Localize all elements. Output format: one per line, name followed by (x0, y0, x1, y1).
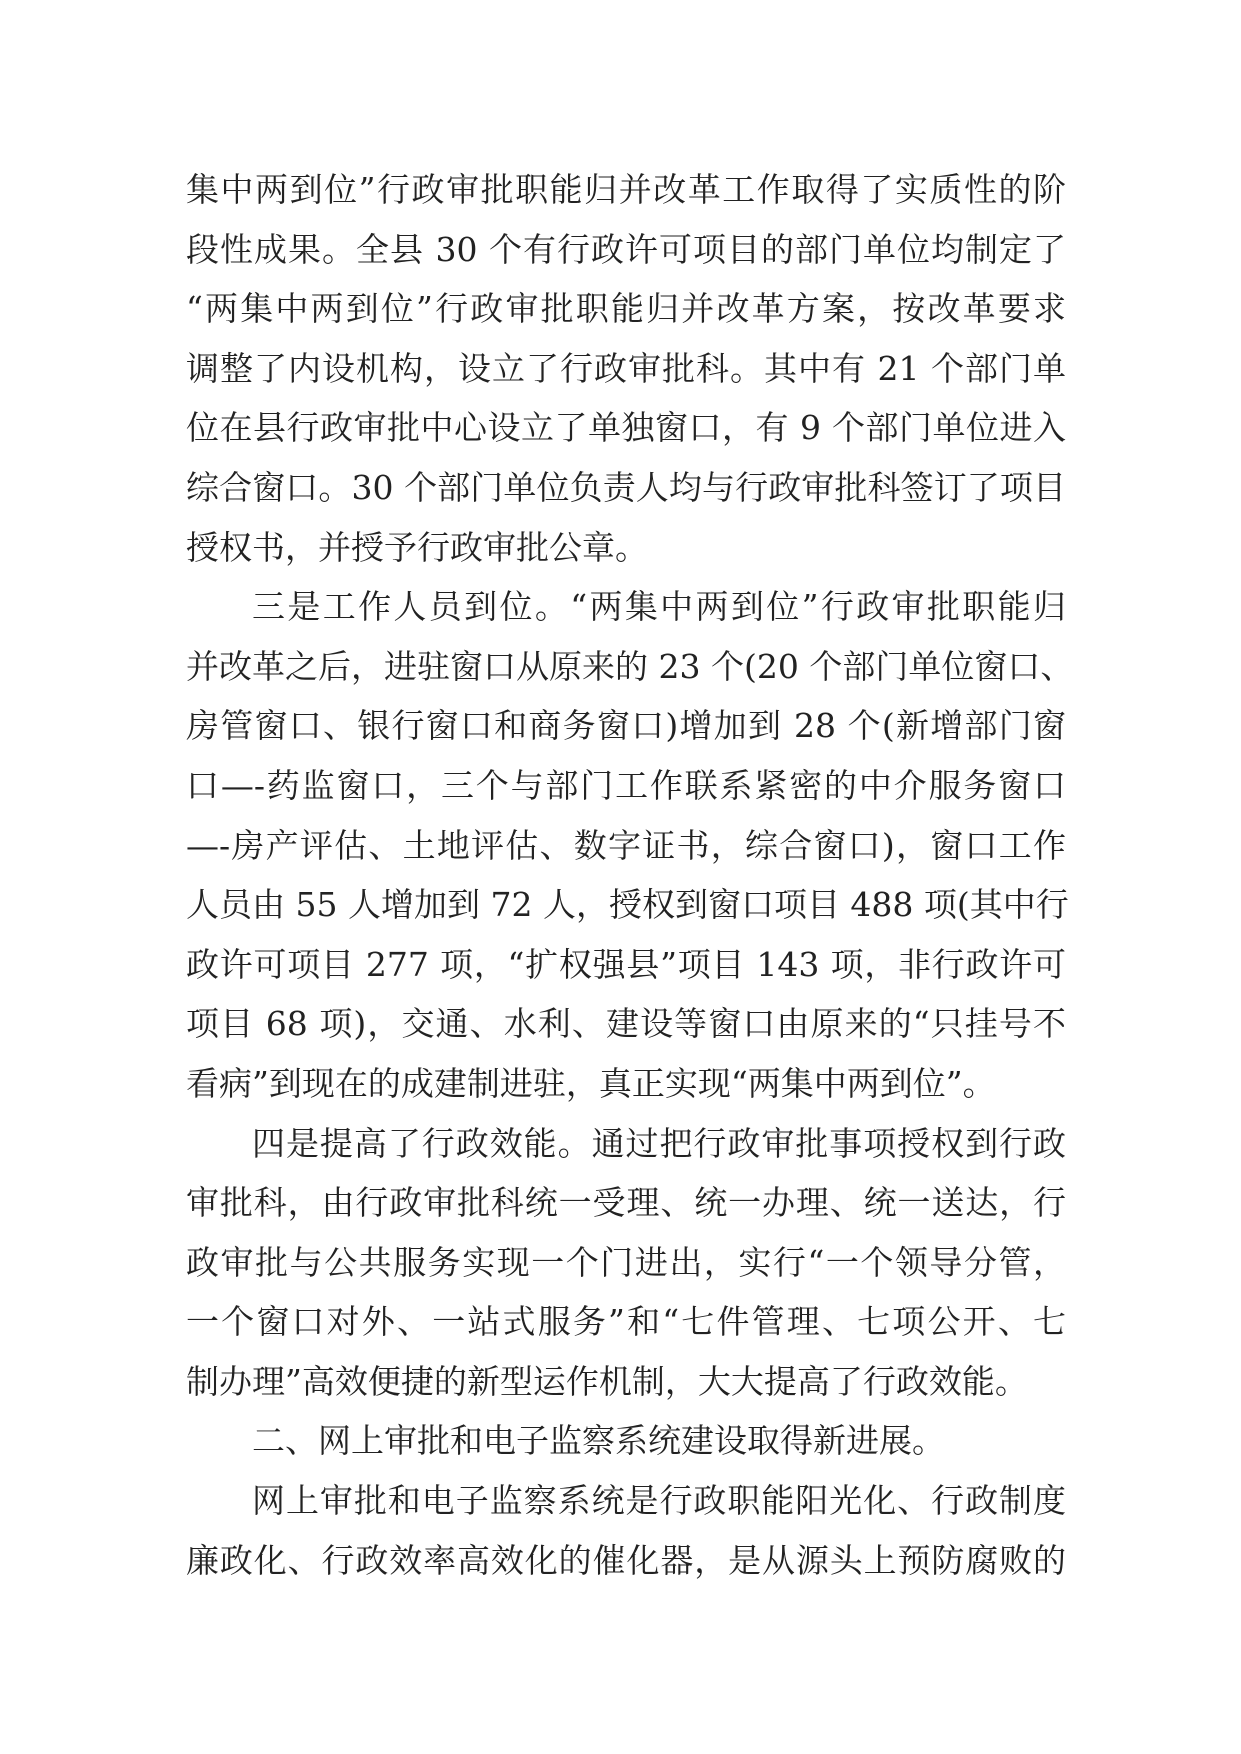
text-line: 人员由 55 人增加到 72 人，授权到窗口项目 488 项(其中行 (186, 885, 1069, 925)
text-line: 项目 68 项)，交通、水利、建设等窗口由原来的“只挂号不 (186, 1004, 1066, 1044)
text-line: “两集中两到位”行政审批职能归并改革方案，按改革要求 (186, 289, 1066, 329)
text-line: 集中两到位”行政审批职能归并改革工作取得了实质性的阶 (186, 170, 1066, 209)
text-line: 段性成果。全县 30 个有行政许可项目的部门单位均制定了 (186, 229, 1066, 269)
text-line: 三是工作人员到位。“两集中两到位”行政审批职能归 (252, 587, 1066, 627)
text-line: 网上审批和电子监察系统是行政职能阳光化、行政制度 (252, 1481, 1066, 1521)
text-line: 授权书，并授予行政审批公章。 (186, 527, 648, 567)
text-line: 廉政化、行政效率高效化的催化器，是从源头上预防腐败的 (186, 1540, 1066, 1580)
text-line: 政审批与公共服务实现一个门进出，实行“一个领导分管， (186, 1242, 1066, 1282)
text-line: 房管窗口、银行窗口和商务窗口)增加到 28 个(新增部门窗 (186, 706, 1066, 746)
text-line: 一个窗口对外、一站式服务”和“七件管理、七项公开、七 (186, 1302, 1066, 1342)
text-line: 政许可项目 277 项，“扩权强县”项目 143 项，非行政许可 (186, 944, 1066, 984)
text-line: 位在县行政审批中心设立了单独窗口，有 9 个部门单位进入 (186, 408, 1066, 448)
text-line: 审批科，由行政审批科统一受理、统一办理、统一送达，行 (186, 1183, 1066, 1223)
text-line: 口—-药监窗口，三个与部门工作联系紧密的中介服务窗口 (186, 765, 1066, 805)
text-line: 并改革之后，进驻窗口从原来的 23 个(20 个部门单位窗口、 (186, 646, 1074, 686)
section-heading: 二、网上审批和电子监察系统建设取得新进展。 (252, 1421, 945, 1461)
body-text (186, 160, 1074, 1590)
text-line: 四是提高了行政效能。通过把行政审批事项授权到行政 (252, 1123, 1066, 1163)
text-line: —-房产评估、土地评估、数字证书，综合窗口)，窗口工作 (186, 825, 1066, 865)
text-line: 综合窗口。30 个部门单位负责人均与行政审批科签订了项目 (186, 467, 1066, 507)
text-line: 制办理”高效便捷的新型运作机制，大大提高了行政效能。 (186, 1361, 1028, 1401)
text-line: 看病”到现在的成建制进驻，真正实现“两集中两到位”。 (186, 1063, 996, 1103)
text-line: 调整了内设机构，设立了行政审批科。其中有 21 个部门单 (186, 348, 1066, 388)
